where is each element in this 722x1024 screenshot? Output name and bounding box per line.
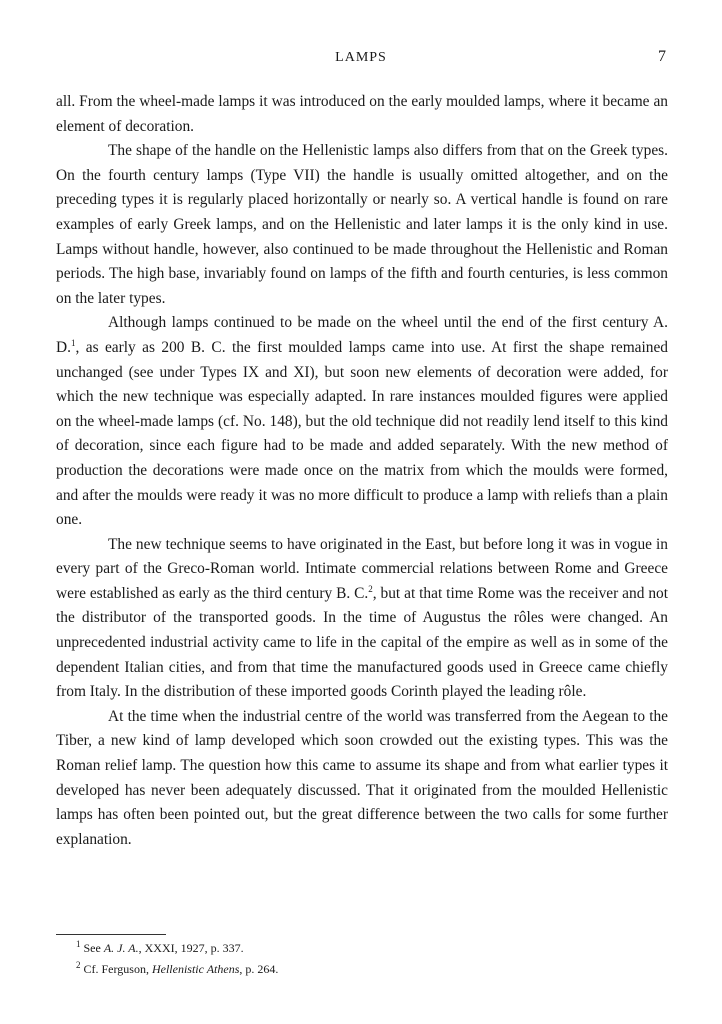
paragraph [56, 705, 668, 853]
footnote-mark: 1 [76, 939, 81, 949]
paragraph-text: all. From the wheel-made lamps it was introduced on the early moulded lamps, where it became an element of decoration. [56, 93, 668, 135]
paragraph-text: , as early as 200 B. C. the first moulded lamps came into use. At first the shape remained unchanged (see under Types IX and XI), but soon new elements of decoration were added, for which the new technique was especially adapted. In rare instances moulded figures were applied on the wheel-made lamps (cf. No. 148), but the old technique did not readily lend itself to this kind of decoration, since each figure had to be made and added separately. With the new method of production the decorations were made once on the matrix from which the moulds were formed, and after the moulds were ready it was no more difficult to produce a lamp with reliefs than a plain one. [56, 338, 668, 529]
body-text [56, 90, 668, 852]
paragraph-text: At the time when the industrial centre of the world was transferred from the Aegean to the Tiber, a new kind of lamp developed which soon crowded out the existing types. This was the Roman relief lamp. The question how this came to assume its shape and from what earlier types it developed has never been adequately discussed. That it originated from the moulded Hellenistic lamps has often been pointed out, but the great difference between the two calls for some further explanation. [56, 707, 668, 848]
footnote [76, 938, 636, 959]
footnote-citation: Hellenistic Athens [151, 962, 240, 976]
footnote-text: , p. 264. [239, 962, 279, 976]
footnote [76, 959, 636, 980]
running-header [56, 50, 666, 72]
footnote-text: , XXXI, 1927, p. 337. [138, 941, 244, 955]
running-title: LAMPS [335, 50, 387, 65]
footnote-reference: 2 [368, 583, 373, 594]
paragraph-text: The new technique seems to have originated in the East, but before long it was in vogue in every part of the Greco-Roman world. Intimate commercial relations between Rome and Greece were established as early as the third century B. C. [56, 535, 668, 602]
footnote-reference: 1 [70, 337, 76, 348]
paragraph [56, 139, 668, 311]
footnote-text: See [83, 941, 101, 955]
page-number: 7 [658, 48, 666, 65]
paragraph-text: Although lamps continued to be made on the wheel until the end of the first century A. D. [56, 314, 668, 356]
paragraph [56, 90, 668, 139]
paragraph [56, 533, 668, 705]
footnote-mark: 2 [76, 960, 81, 970]
paragraph-text: , but at that time Rome was the receiver and not the distributor of the transported goods. In the time of Augustus the rôles were changed. An unprecedented industrial activity came to life in the capital of the empire as well as in some of the dependent Italian cities, and from that time the manufactured goods used in Greece came chiefly from Italy. In the distribution of these imported goods Corinth played the leading rôle. [56, 584, 668, 701]
footnotes [76, 938, 636, 980]
paragraph-text: The shape of the handle on the Hellenistic lamps also differs from that on the Greek types. On the fourth century lamps (Type VII) the handle is usually omitted altogether, and on the preceding types it is regularly placed horizontally or nearly so. A vertical handle is found on rare examples of early Greek lamps, and on the Hellenistic and later lamps it is the only kind in use. Lamps without handle, however, also continued to be made throughout the Hellenistic and Roman periods. The high base, invariably found on lamps of the fifth and fourth centuries, is less common on the later types. [56, 142, 668, 307]
paragraph [56, 311, 668, 532]
footnote-citation: A. J. A. [103, 941, 139, 955]
footnote-text: Cf. Ferguson, [83, 962, 149, 976]
footnote-divider [56, 934, 166, 935]
